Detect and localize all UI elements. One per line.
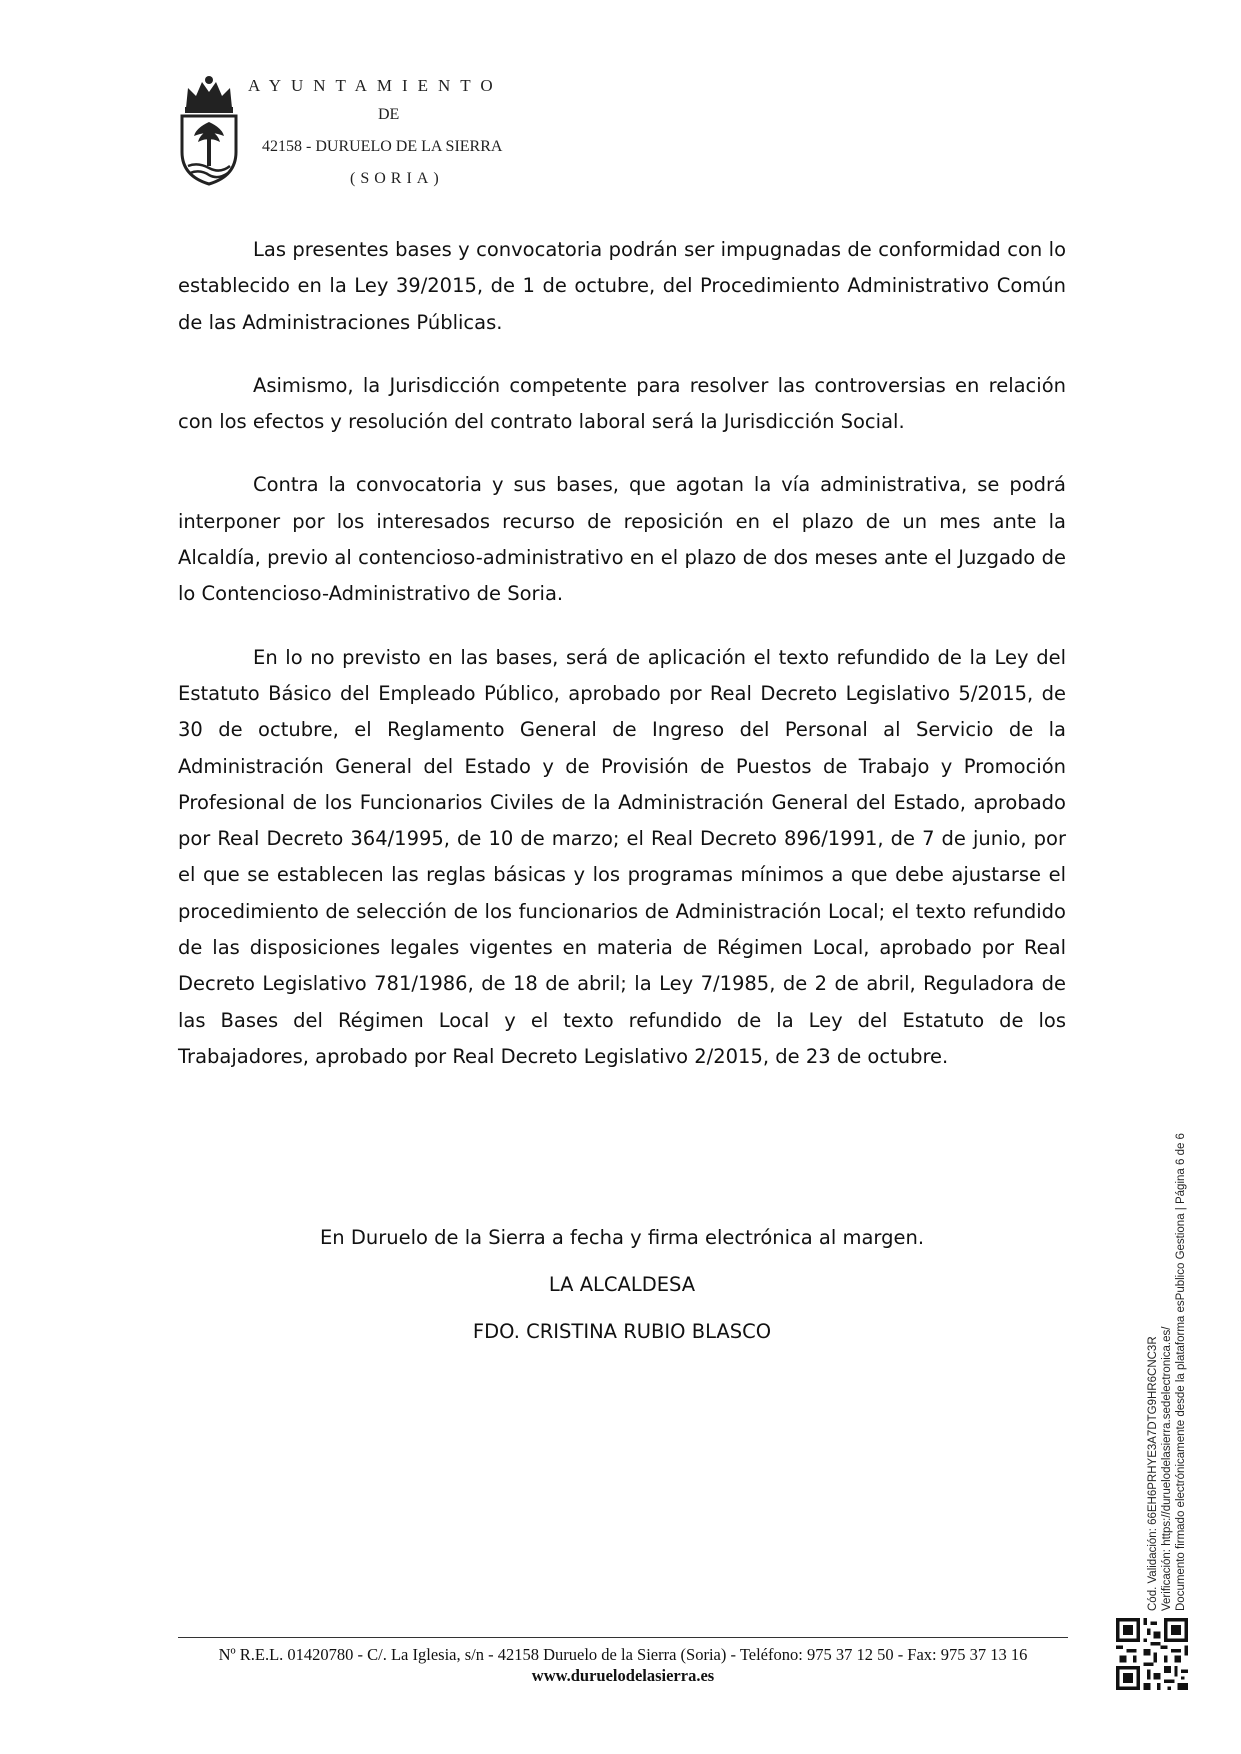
qr-code-icon[interactable] xyxy=(1116,1618,1188,1690)
closing-place-date: En Duruelo de la Sierra a fecha y firma electrónica al margen. xyxy=(319,1226,925,1249)
paragraph-impugnation: Las presentes bases y convocatoria podrán ser impugnadas de conformidad con lo establecido en la Ley 39/2015, de 1 de octubre, del Procedimiento Administrativo Común de las Administraciones Públicas. xyxy=(178,238,1066,334)
validation-code: Cód. Validación: 66EH6PRHYE3A7DTG9HR6CNC3R xyxy=(1147,1336,1159,1611)
footer-website-link[interactable]: www.duruelodelasierra.es xyxy=(531,1666,715,1685)
header-line-province: (SORIA) xyxy=(350,170,444,187)
header-line-de: DE xyxy=(378,106,400,123)
footer-divider xyxy=(178,1637,1068,1638)
signature-notice: Documento firmado electrónicamente desde la plataforma esPublico Gestiona | Página 6 de 6 xyxy=(1175,1133,1187,1611)
paragraph-appeal: Contra la convocatoria y sus bases, que agotan la vía administrativa, se podrá interponer por los interesados recurso de reposición en el plazo de un mes ante la Alcaldía, previo al contencioso-administrativo en el plazo de dos meses ante el Juzgado de lo Contencioso-Administrativo de Soria. xyxy=(178,473,1066,606)
closing-role: LA ALCALDESA xyxy=(548,1273,696,1296)
coat-of-arms-icon xyxy=(178,74,240,186)
header-line-town: 42158 - DURUELO DE LA SIERRA xyxy=(262,138,503,155)
closing-signature: FDO. CRISTINA RUBIO BLASCO xyxy=(472,1320,772,1343)
validation-sidebar xyxy=(1146,1091,1206,1611)
document-body xyxy=(178,232,1066,1102)
verification-url: Verificación: https://duruelodelasierra.sedelectronica.es/ xyxy=(1161,1326,1173,1611)
header-line-ayuntamiento: AYUNTAMIENTO xyxy=(248,76,503,95)
paragraph-legal-framework: En lo no previsto en las bases, será de aplicación el texto refundido de la Ley del Estatuto Básico del Empleado Público, aprobado por Real Decreto Legislativo 5/2015, de 30 de octubre, el Reglamento General de Ingreso del Personal al Servicio de la Administración General del Estado y de Provisión de Puestos de Trabajo y Promoción Profesional de los Funcionarios Civiles de la Administración General del Estado, aprobado por Real Decreto 364/1995, de 10 de marzo; el Real Decreto 896/1991, de 7 de junio, por el que se establecen las reglas básicas y los programas mínimos a que debe ajustarse el procedimiento de selección de los funcionarios de Administración Local; el texto refundido de las disposiciones legales vigentes en materia de Régimen Local, aprobado por Real Decreto Legislativo 781/1986, de 18 de abril; la Ley 7/1985, de 2 de abril, Reguladora de las Bases del Régimen Local y el texto refundido de la Ley del Estatuto de los Trabajadores, aprobado por Real Decreto Legislativo 2/2015, de 23 de octubre. xyxy=(178,645,1066,1068)
paragraph-jurisdiction: Asimismo, la Jurisdicción competente para resolver las controversias en relación con los efectos y resolución del contrato laboral será la Jurisdicción Social. xyxy=(178,373,1066,434)
letterhead xyxy=(178,74,558,194)
footer-contact: Nº R.E.L. 01420780 - C/. La Iglesia, s/n - 42158 Duruelo de la Sierra (Soria) - Teléfono: 975 37 12 50 - Fax: 975 37 13 16 xyxy=(218,1645,1028,1664)
